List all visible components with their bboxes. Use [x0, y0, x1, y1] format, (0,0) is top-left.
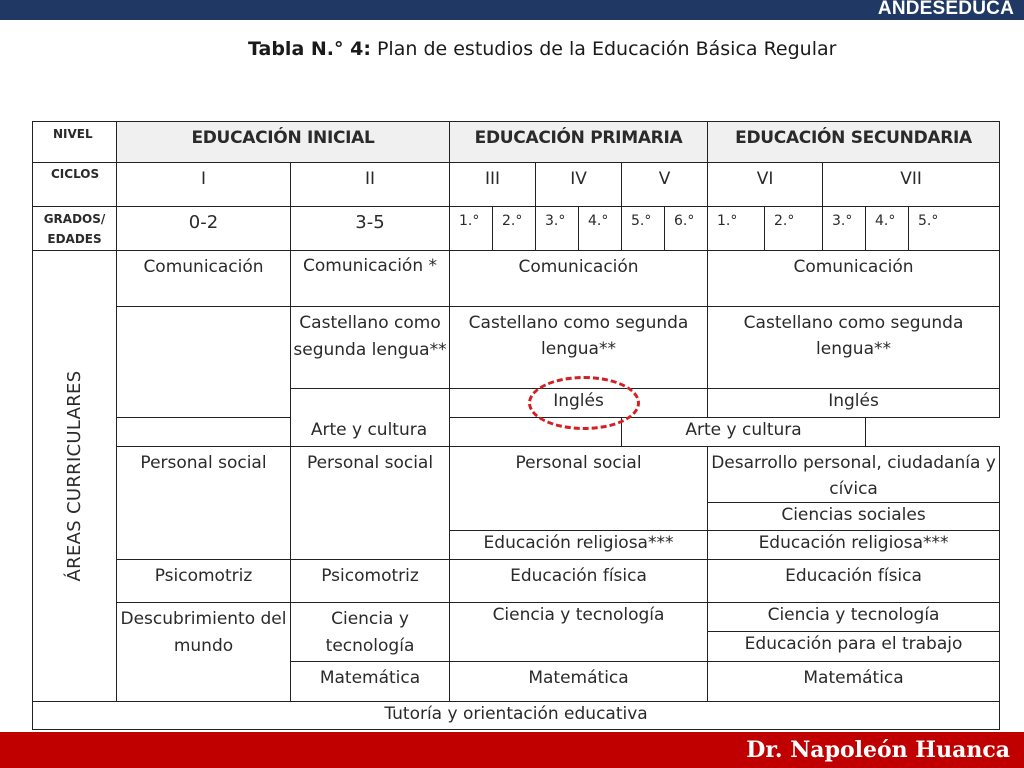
table-title-text: Plan de estudios de la Educación Básica Regular	[370, 38, 837, 60]
arte-secundaria: Arte y cultura	[622, 418, 866, 446]
comunicacion-secundaria: Comunicación	[708, 250, 1000, 306]
ciencia-tecnologia-primaria: Ciencia y tecnología	[450, 603, 708, 661]
edad-cell: 3-5	[291, 207, 450, 250]
ingles-primaria: Inglés	[450, 389, 708, 418]
educacion-fisica-secundaria: Educación física	[708, 560, 1000, 603]
personal-social-inicial-1: Personal social	[117, 446, 291, 560]
area-row	[33, 418, 1000, 446]
table-title-lead: Tabla N.° 4:	[248, 38, 371, 60]
comunicacion-primaria: Comunicación	[450, 250, 708, 306]
brand-label: ANDESEDUCA	[877, 0, 1014, 19]
ciclo-cell: IV	[536, 163, 622, 207]
educacion-fisica-primaria: Educación física	[450, 560, 708, 603]
grado-cell: 2.°	[765, 207, 823, 250]
descubrimiento-del-mundo: Descubrimiento del mundo	[117, 603, 291, 701]
religiosa-secundaria: Educación religiosa***	[708, 530, 1000, 559]
nivel-label: NIVEL	[33, 122, 117, 163]
castellano-inicial: Castellano como segunda lengua**	[291, 306, 450, 388]
ciclos-label: CICLOS	[33, 163, 117, 207]
nivel-secundaria: EDUCACIÓN SECUNDARIA	[708, 122, 1000, 163]
area-row	[33, 306, 1000, 388]
grado-cell: 5.°	[909, 207, 1000, 250]
ciclo-cell: VI	[708, 163, 823, 207]
tutoria-cell: Tutoría y orientación educativa	[33, 701, 1000, 729]
nivel-inicial: EDUCACIÓN INICIAL	[117, 122, 450, 163]
curriculum-table	[32, 121, 1000, 730]
nivel-primaria: EDUCACIÓN PRIMARIA	[450, 122, 708, 163]
religiosa-primaria: Educación religiosa***	[450, 530, 708, 559]
castellano-secundaria: Castellano como segunda lengua**	[708, 306, 1000, 388]
curriculum-table-wrapper	[32, 121, 999, 730]
areas-curriculares-cell	[33, 250, 117, 701]
grados-label	[33, 207, 117, 250]
ciclo-cell: II	[291, 163, 450, 207]
grado-cell: 4.°	[866, 207, 909, 250]
edad-cell: 0-2	[117, 207, 291, 250]
grados-row	[33, 207, 1000, 250]
area-row	[33, 446, 1000, 502]
ciclos-row	[33, 163, 1000, 207]
personal-social-inicial-2: Personal social	[291, 446, 450, 560]
grado-cell: 3.°	[536, 207, 579, 250]
top-banner	[0, 0, 1024, 22]
grado-cell: 1.°	[450, 207, 493, 250]
matematica-secundaria: Matemática	[708, 661, 1000, 701]
ciclo-cell: V	[622, 163, 708, 207]
grado-cell: 2.°	[493, 207, 536, 250]
personal-social-primaria: Personal social	[450, 446, 708, 530]
matematica-inicial: Matemática	[291, 661, 450, 701]
psicomotriz-2: Psicomotriz	[291, 560, 450, 603]
comunicacion-inicial-2: Comunicación *	[291, 250, 450, 306]
ciencia-tecnologia-inicial: Ciencia y tecnología	[291, 603, 450, 661]
psicomotriz-1: Psicomotriz	[117, 560, 291, 603]
ciencia-tecnologia-secundaria: Ciencia y tecnología	[708, 603, 1000, 632]
tutoria-row	[33, 701, 1000, 729]
grado-cell: 6.°	[665, 207, 708, 250]
grado-cell: 5.°	[622, 207, 665, 250]
ciclo-cell: VII	[823, 163, 1000, 207]
bottom-banner	[0, 732, 1024, 768]
ingles-secundaria: Inglés	[708, 389, 1000, 418]
nivel-row	[33, 122, 1000, 163]
table-title	[248, 38, 836, 60]
area-row	[33, 560, 1000, 603]
grado-cell: 1.°	[708, 207, 765, 250]
ciclo-cell: I	[117, 163, 291, 207]
grado-cell: 3.°	[823, 207, 866, 250]
ciencias-sociales: Ciencias sociales	[708, 502, 1000, 530]
grados-label-line2: EDADES	[47, 232, 102, 247]
area-row	[33, 603, 1000, 632]
educacion-para-el-trabajo: Educación para el trabajo	[708, 632, 1000, 661]
desarrollo-personal: Desarrollo personal, ciudadanía y cívica	[708, 446, 1000, 502]
grado-cell: 4.°	[579, 207, 622, 250]
comunicacion-inicial-1: Comunicación	[117, 250, 291, 306]
castellano-primaria: Castellano como segunda lengua**	[450, 306, 708, 388]
grados-label-line1: GRADOS/	[43, 212, 106, 227]
arte-primaria: Arte y cultura	[117, 418, 622, 446]
author-label: Dr. Napoleón Huanca	[746, 737, 1010, 763]
empty-cell	[117, 306, 291, 418]
matematica-primaria: Matemática	[450, 661, 708, 701]
ciclo-cell: III	[450, 163, 536, 207]
area-row	[33, 250, 1000, 306]
areas-curriculares-label: ÁREAS CURRICULARES	[63, 370, 85, 582]
